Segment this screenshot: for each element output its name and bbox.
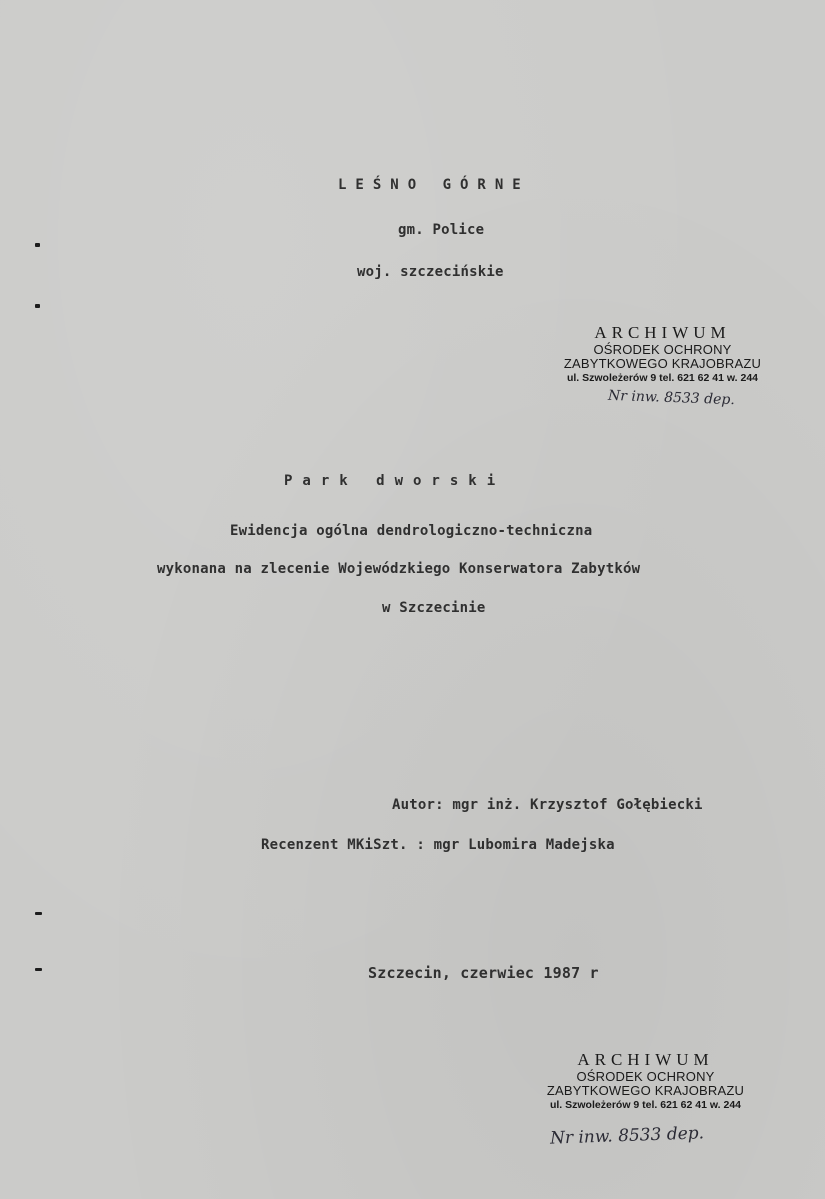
punch-mark (35, 912, 42, 915)
punch-mark (35, 243, 40, 247)
reviewer-line: Recenzent MKiSzt. : mgr Lubomira Madejska (261, 837, 615, 853)
stamp-line: OŚRODEK OCHRONY (593, 341, 732, 357)
punch-mark (35, 304, 40, 308)
municipality: gm. Police (398, 222, 485, 238)
voivodeship: woj. szczecińskie (357, 264, 504, 280)
author-line: Autor: mgr inż. Krzysztof Gołębiecki (392, 797, 703, 813)
inventory-handwritten-note: Nr inw. 8533 dep. (607, 387, 736, 409)
stamp-line: ZABYTKOWEGO KRAJOBRAZU (546, 1083, 745, 1099)
subject-title: Park dworski (284, 473, 506, 489)
stamp-title: ARCHIWUM (577, 1050, 714, 1069)
place-date: Szczecin, czerwiec 1987 r (368, 964, 599, 982)
inventory-handwritten-note: Nr inw. 8533 dep. (549, 1123, 705, 1149)
stamp-title: ARCHIWUM (594, 323, 731, 342)
place-title: LEŚNO GÓRNE (338, 177, 530, 193)
stamp-address: ul. Szwoleżerów 9 tel. 621 62 41 w. 244 (549, 1099, 742, 1112)
description-line: Ewidencja ogólna dendrologiczno-techniczna (230, 523, 593, 539)
description-line: w Szczecinie (382, 600, 486, 616)
punch-mark (35, 968, 42, 971)
stamp-line: ZABYTKOWEGO KRAJOBRAZU (563, 356, 762, 372)
description-line: wykonana na zlecenie Wojewódzkiego Konserwatora Zabytków (157, 561, 641, 577)
archive-stamp-bottom (543, 1050, 748, 1111)
stamp-address: ul. Szwoleżerów 9 tel. 621 62 41 w. 244 (566, 372, 759, 385)
stamp-line: OŚRODEK OCHRONY (576, 1068, 715, 1084)
archive-stamp-top (560, 323, 765, 384)
